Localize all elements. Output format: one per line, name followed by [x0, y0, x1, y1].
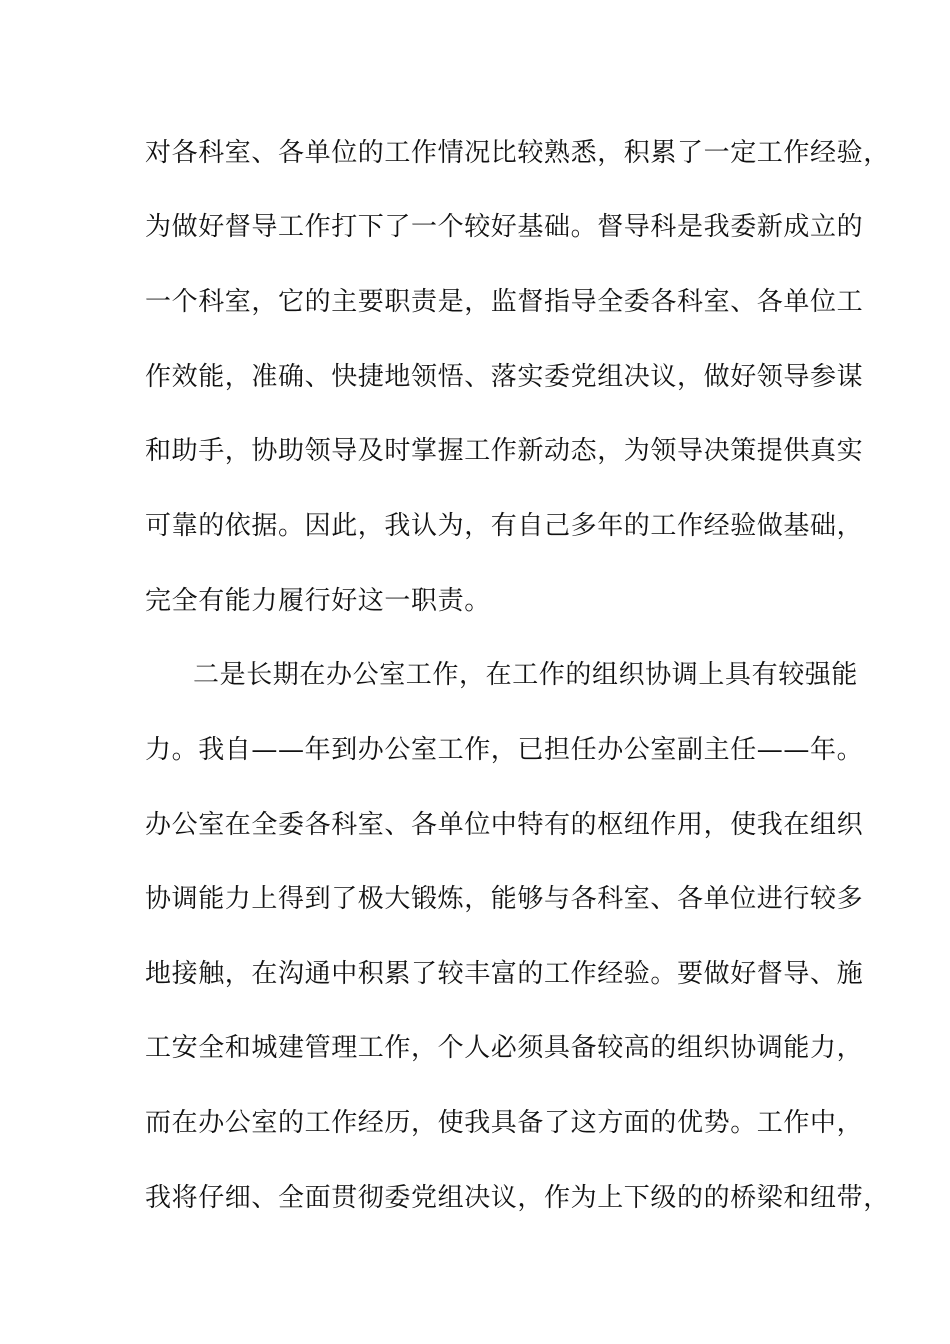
text-line: 完全有能力履行好这一职责。 [145, 586, 491, 616]
text-line: 而在办公室的工作经历，使我具备了这方面的优势。工作中， [145, 1108, 864, 1138]
text-line: 地接触，在沟通中积累了较丰富的工作经验。要做好督导、施 [145, 959, 864, 989]
text-line: 协调能力上得到了极大锻炼，能够与各科室、各单位进行较多 [145, 884, 864, 914]
text-line: 工安全和城建管理工作，个人必须具备较高的组织协调能力， [145, 1033, 864, 1063]
paragraph-first-line: 二是长期在办公室工作，在工作的组织协调上具有较强能 [193, 660, 859, 690]
text-line: 作效能，准确、快捷地领悟、落实委党组决议，做好领导参谋 [145, 362, 864, 392]
text-line: 一个科室，它的主要职责是，监督指导全委各科室、各单位工 [145, 287, 864, 317]
text-line: 为做好督导工作打下了一个较好基础。督导科是我委新成立的 [145, 212, 864, 242]
text-line: 力。我自——年到办公室工作，已担任办公室副主任——年。 [145, 735, 864, 765]
text-line: 我将仔细、全面贯彻委党组决议，作为上下级的的桥梁和纽带， [145, 1183, 890, 1213]
text-line: 对各科室、各单位的工作情况比较熟悉，积累了一定工作经验， [145, 138, 890, 168]
text-line: 可靠的依据。因此，我认为，有自己多年的工作经验做基础， [145, 511, 864, 541]
text-line: 和助手，协助领导及时掌握工作新动态，为领导决策提供真实 [145, 436, 864, 466]
text-line: 办公室在全委各科室、各单位中特有的枢纽作用，使我在组织 [145, 810, 864, 840]
